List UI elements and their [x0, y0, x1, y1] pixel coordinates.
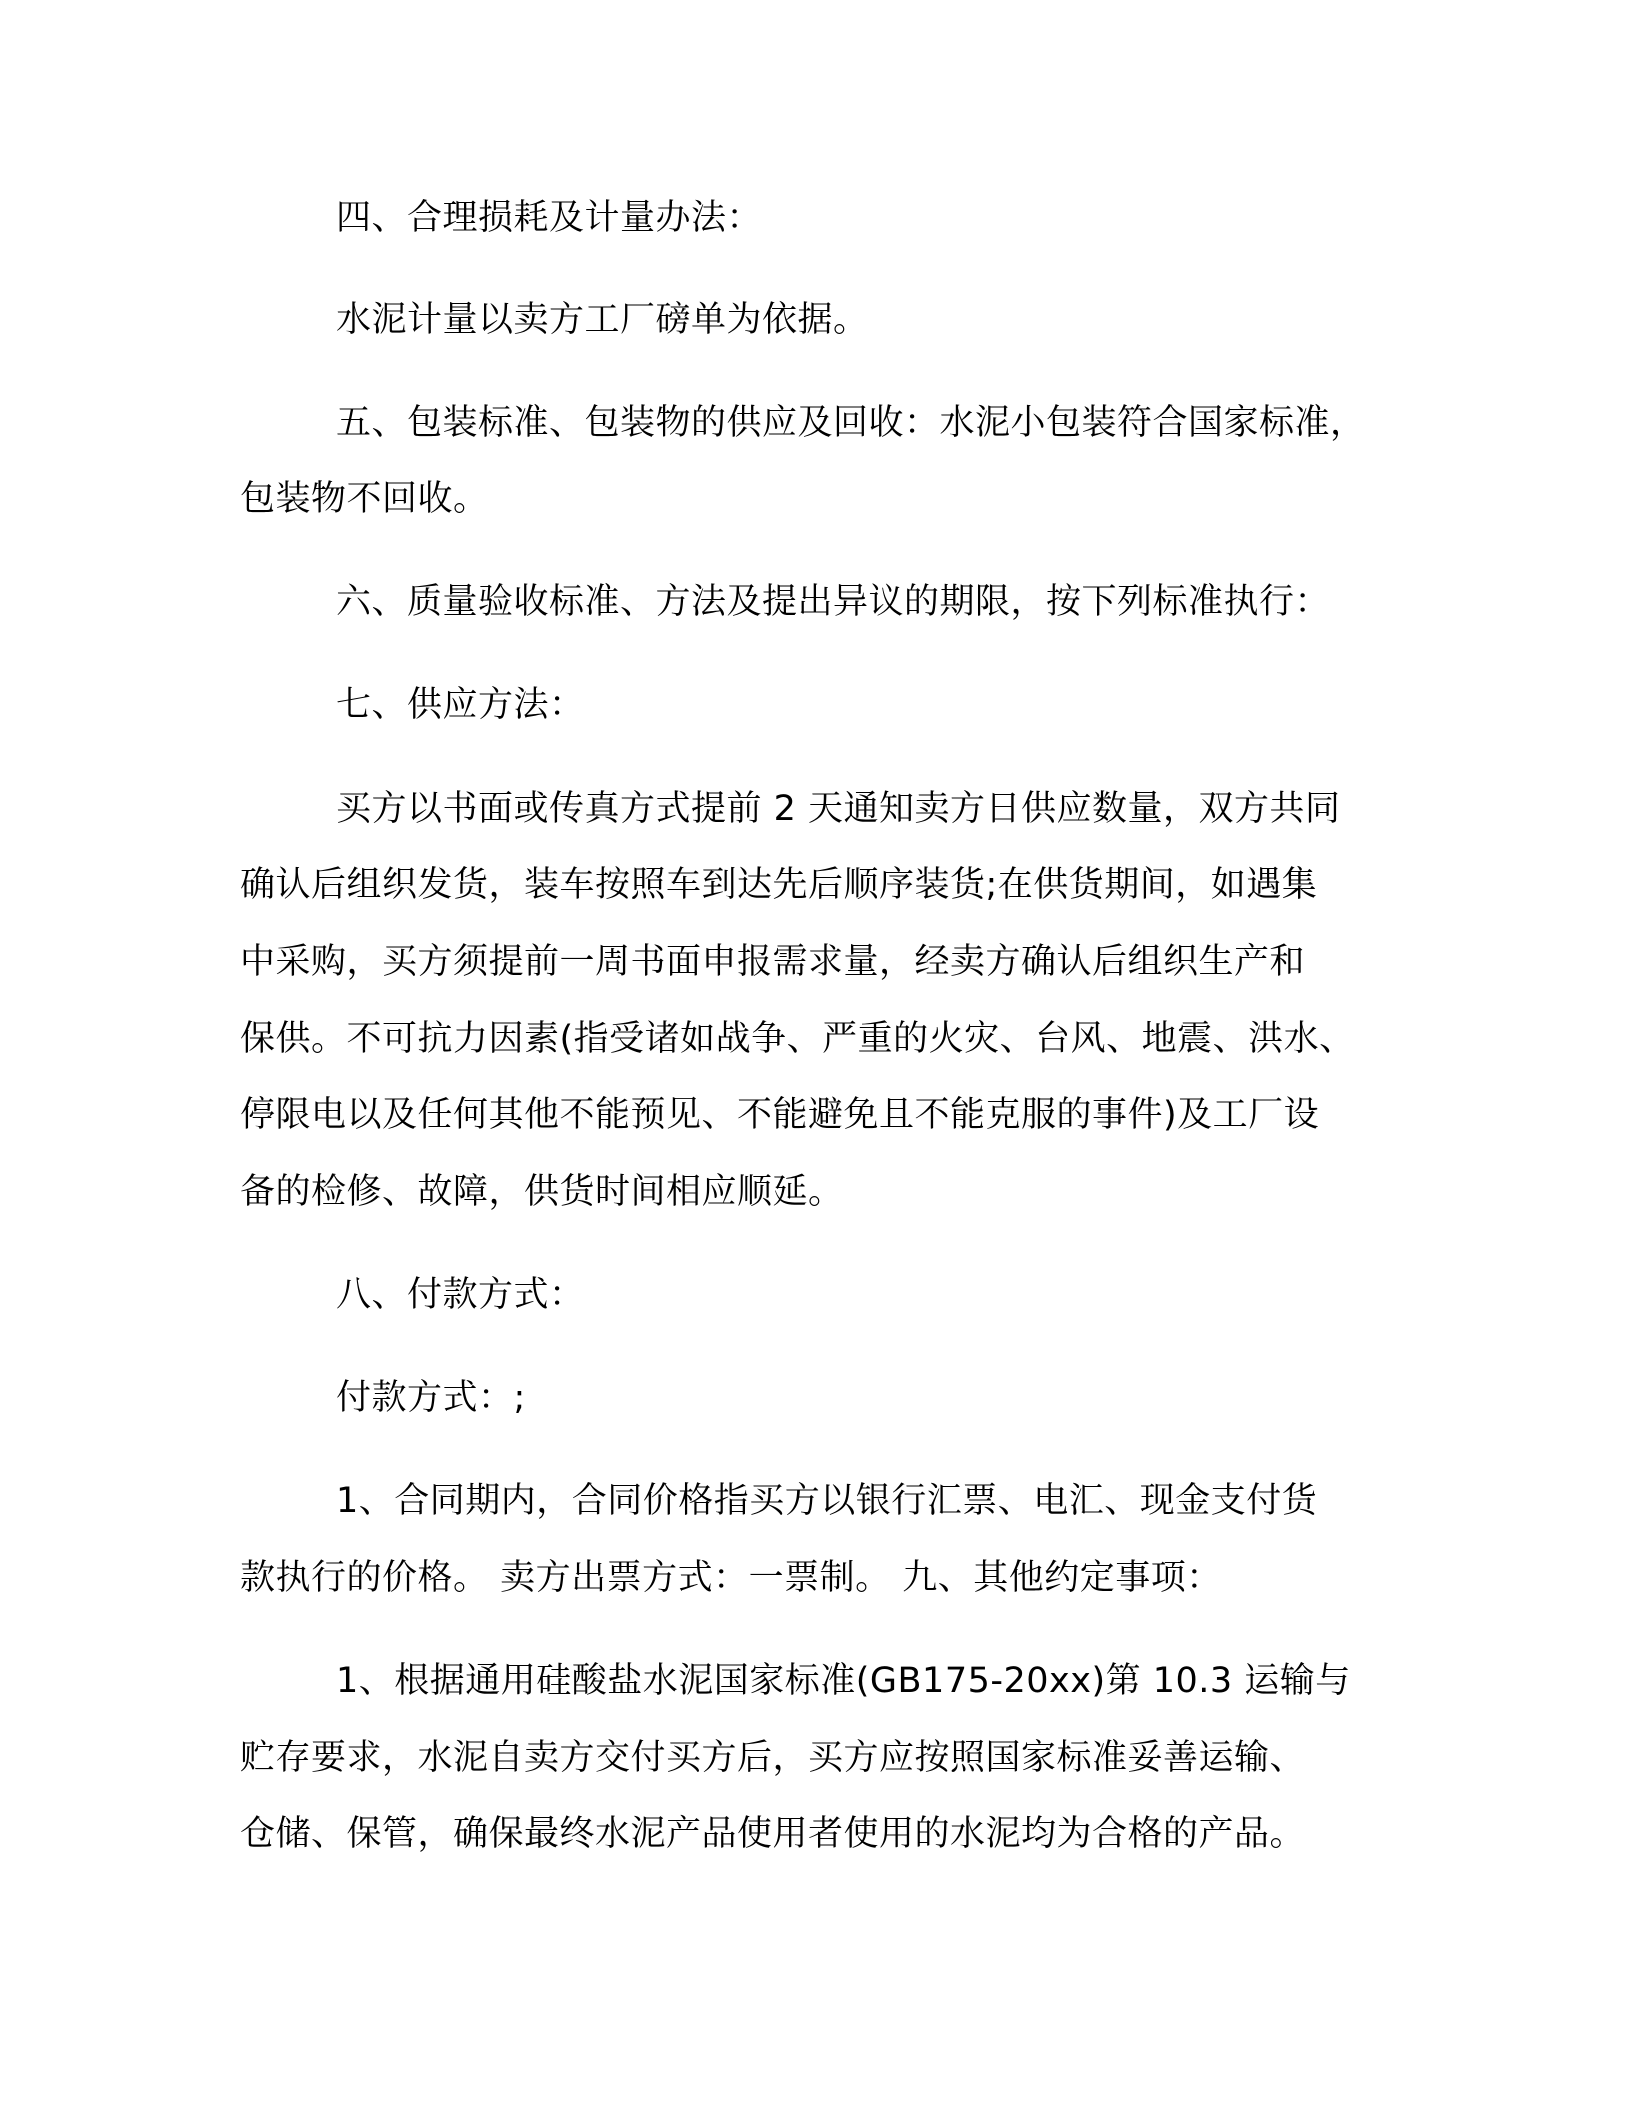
paragraph-line: 1、根据通用硅酸盐水泥国家标准(GB175-20xx)第 10.3 运输与	[336, 1661, 1351, 1701]
paragraph-line: 款执行的价格。 卖方出票方式：一票制。 九、其他约定事项：	[240, 1558, 1222, 1598]
paragraph-line: 买方以书面或传真方式提前 2 天通知卖方日供应数量，双方共同	[336, 789, 1341, 829]
paragraph-line: 包装物不回收。	[240, 479, 489, 519]
paragraph-line: 贮存要求，水泥自卖方交付买方后，买方应按照国家标准妥善运输、	[240, 1738, 1306, 1778]
paragraph-line: 中采购，买方须提前一周书面申报需求量，经卖方确认后组织生产和	[240, 942, 1306, 982]
paragraph-line: 确认后组织发货，装车按照车到达先后顺序装货;在供货期间，如遇集	[240, 865, 1318, 905]
paragraph-line: 仓储、保管，确保最终水泥产品使用者使用的水泥均为合格的产品。	[240, 1814, 1306, 1854]
section-heading-7: 七、供应方法：	[336, 685, 585, 725]
section-heading-5: 五、包装标准、包装物的供应及回收：水泥小包装符合国家标准，	[336, 403, 1366, 443]
paragraph-line: 1、合同期内，合同价格指买方以银行汇票、电汇、现金支付货	[336, 1481, 1318, 1521]
paragraph-line: 保供。不可抗力因素(指受诸如战争、严重的火灾、台风、地震、洪水、	[240, 1019, 1355, 1059]
paragraph-line: 备的检修、故障，供货时间相应顺延。	[240, 1172, 844, 1212]
section-heading-4: 四、合理损耗及计量办法：	[336, 198, 763, 238]
paragraph-line: 付款方式：;	[336, 1378, 526, 1418]
paragraph-line: 停限电以及任何其他不能预见、不能避免且不能克服的事件)及工厂设	[240, 1095, 1320, 1135]
section-heading-8: 八、付款方式：	[336, 1275, 585, 1315]
section-heading-6: 六、质量验收标准、方法及提出异议的期限，按下列标准执行：	[336, 582, 1331, 622]
paragraph-line: 水泥计量以卖方工厂磅单为依据。	[336, 300, 869, 340]
